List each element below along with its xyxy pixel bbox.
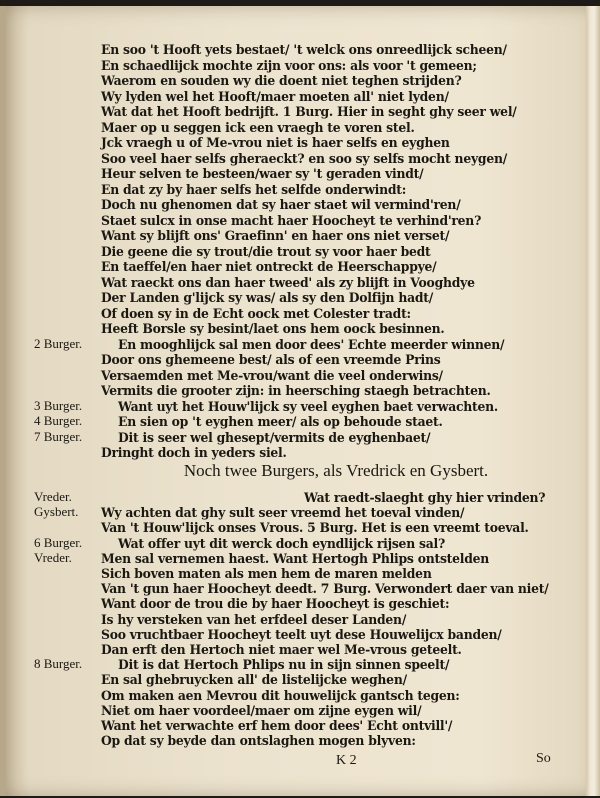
verse-line: Niet om haer voordeel/maer om zijne eygen wil/ <box>101 702 422 718</box>
catchword: So <box>536 751 551 766</box>
speaker-label: 8 Burger. <box>34 656 83 672</box>
verse-line: Vermits die grooter zijn: in heersching staegh betrachten. <box>101 382 491 399</box>
verse-line: Wy lyden wel het Hooft/maer moeten all' niet lyden/ <box>101 88 449 104</box>
verse-line: Want het verwachte erf hem door dees' Echt ontvill'/ <box>101 717 453 734</box>
verse-line: Dit is seer wel ghesept/vermits de eyghenbaet/ <box>118 429 431 445</box>
verse-line: Is hy versteken van het erfdeel deser Landen/ <box>101 611 407 627</box>
verse-line: Heur selven te besteen/waer sy 't geraden vindt/ <box>101 165 424 182</box>
verse-line: Soo vruchtbaer Hoocheyt teelt uyt dese Houwelijcx banden/ <box>101 626 502 642</box>
verse-line: Men sal vernemen haest. Want Hertogh Phlips ontstelden <box>101 550 490 566</box>
verse-line: Van 't gun haer Hoocheyt deedt. 7 Burg. Verwondert daer van niet/ <box>101 581 549 597</box>
speaker-label: 2 Burger. <box>34 335 83 351</box>
verse-line: Wat raedt-slaeght ghy hier vrinden? <box>304 489 546 506</box>
verse-line: En dat zy by haer selfs het selfde onderwindt: <box>101 181 407 197</box>
verse-line: Om maken aen Mevrou dit houwelijck gantsch tegen: <box>101 687 460 703</box>
verse-line: Der Landen g'lijck sy was/ als sy den Dolfijn hadt/ <box>101 289 434 306</box>
verse-line: Op dat sy beyde dan ontslaghen mogen blyven: <box>101 733 416 749</box>
verse-line: Want uyt het Houw'lijck sy veel eyghen baet verwachten. <box>118 398 498 414</box>
verse-line: En mooghlijck sal men door dees' Echte meerder winnen/ <box>118 336 505 352</box>
verse-line: Wat raeckt ons dan haer tweed' als zy blijft in Vooghdye <box>101 274 475 290</box>
verse-line: Staet sulcx in onse macht haer Hoocheyt te verhind'ren? <box>101 212 482 228</box>
speaker-label: 4 Burger. <box>34 413 83 428</box>
verse-line: En taeffel/en haer niet ontreckt de Heerschappye/ <box>101 258 437 275</box>
signature-mark: K 2 <box>336 753 357 768</box>
verse-line: Waerom en souden wy die doent niet teghen strijden? <box>101 72 462 89</box>
verse-line: Versaemden met Me-vrou/want die veel onderwins/ <box>101 367 443 383</box>
verse-line: En schaedlijck mochte zijn voor ons: als voor 't gemeen; <box>101 57 477 73</box>
verse-line: Wy achten dat ghy sult seer vreemd het toeval vinden/ <box>101 505 465 521</box>
verse-line: Wat offer uyt dit werck doch eyndlijck rijsen sal? <box>118 535 445 551</box>
verse-line: En sal ghebruycken all' de listelijcke weghen/ <box>101 672 407 688</box>
speaker-label: 6 Burger. <box>34 534 83 550</box>
verse-line: Dringht doch in yeders siel. <box>101 444 287 461</box>
verse-line: Want door de trou die by haer Hoocheyt is geschiet: <box>101 596 450 612</box>
verse-line: Heeft Borsle sy besint/laet ons hem oock besinnen. <box>101 320 445 337</box>
verse-line: Of doen sy in de Echt oock met Colester tradt: <box>101 305 411 321</box>
verse-line: Soo veel haer selfs gheraeckt? en soo sy selfs mocht neygen/ <box>101 150 507 166</box>
speaker-label: Gysbert. <box>34 504 79 520</box>
speaker-label: Vreder. <box>34 549 72 565</box>
verse-line: Van 't Houw'lijck onses Vrous. 5 Burg. Het is een vreemt toeval. <box>101 520 529 536</box>
verse-line: Jck vraegh u of Me-vrou niet is haer selfs en eyghen <box>101 134 450 151</box>
verse-line: Sich boven maten als men hem de maren melden <box>101 565 432 582</box>
verse-line: Door ons ghemeene best/ als of een vreemde Prins <box>101 351 441 368</box>
book-page <box>6 6 596 796</box>
verse-line: Dit is dat Hertoch Phlips nu in sijn sinnen speelt/ <box>118 657 450 673</box>
speaker-label: 3 Burger. <box>34 397 83 413</box>
page-right-edge <box>586 6 600 796</box>
speaker-label: Vreder. <box>34 489 72 504</box>
verse-line: Doch nu ghenomen dat sy haer staet wil vermind'ren/ <box>101 196 461 213</box>
verse-line: Want sy blijft ons' Graefinn' en haer ons niet verset/ <box>101 227 450 244</box>
speaker-label: 7 Burger. <box>34 428 83 444</box>
verse-line: En sien op 't eyghen meer/ als op behoude staet. <box>118 413 443 430</box>
verse-line: Wat dat het Hooft bedrijft. 1 Burg. Hier in seght ghy seer wel/ <box>101 103 517 120</box>
verse-line: Dan erft den Hertoch niet maer wel Me-vrous geteelt. <box>101 641 462 658</box>
verse-line: Maer op u seggen ick een vraegh te voren stel. <box>101 119 415 135</box>
verse-line: Die geene die sy trout/die trout sy voor haer bedt <box>101 243 431 259</box>
verse-line: En soo 't Hooft yets bestaet/ 't welck ons onreedlijck scheen/ <box>101 41 507 58</box>
scene-heading: Noch twee Burgers, als Vredrick en Gysbert. <box>183 461 489 480</box>
